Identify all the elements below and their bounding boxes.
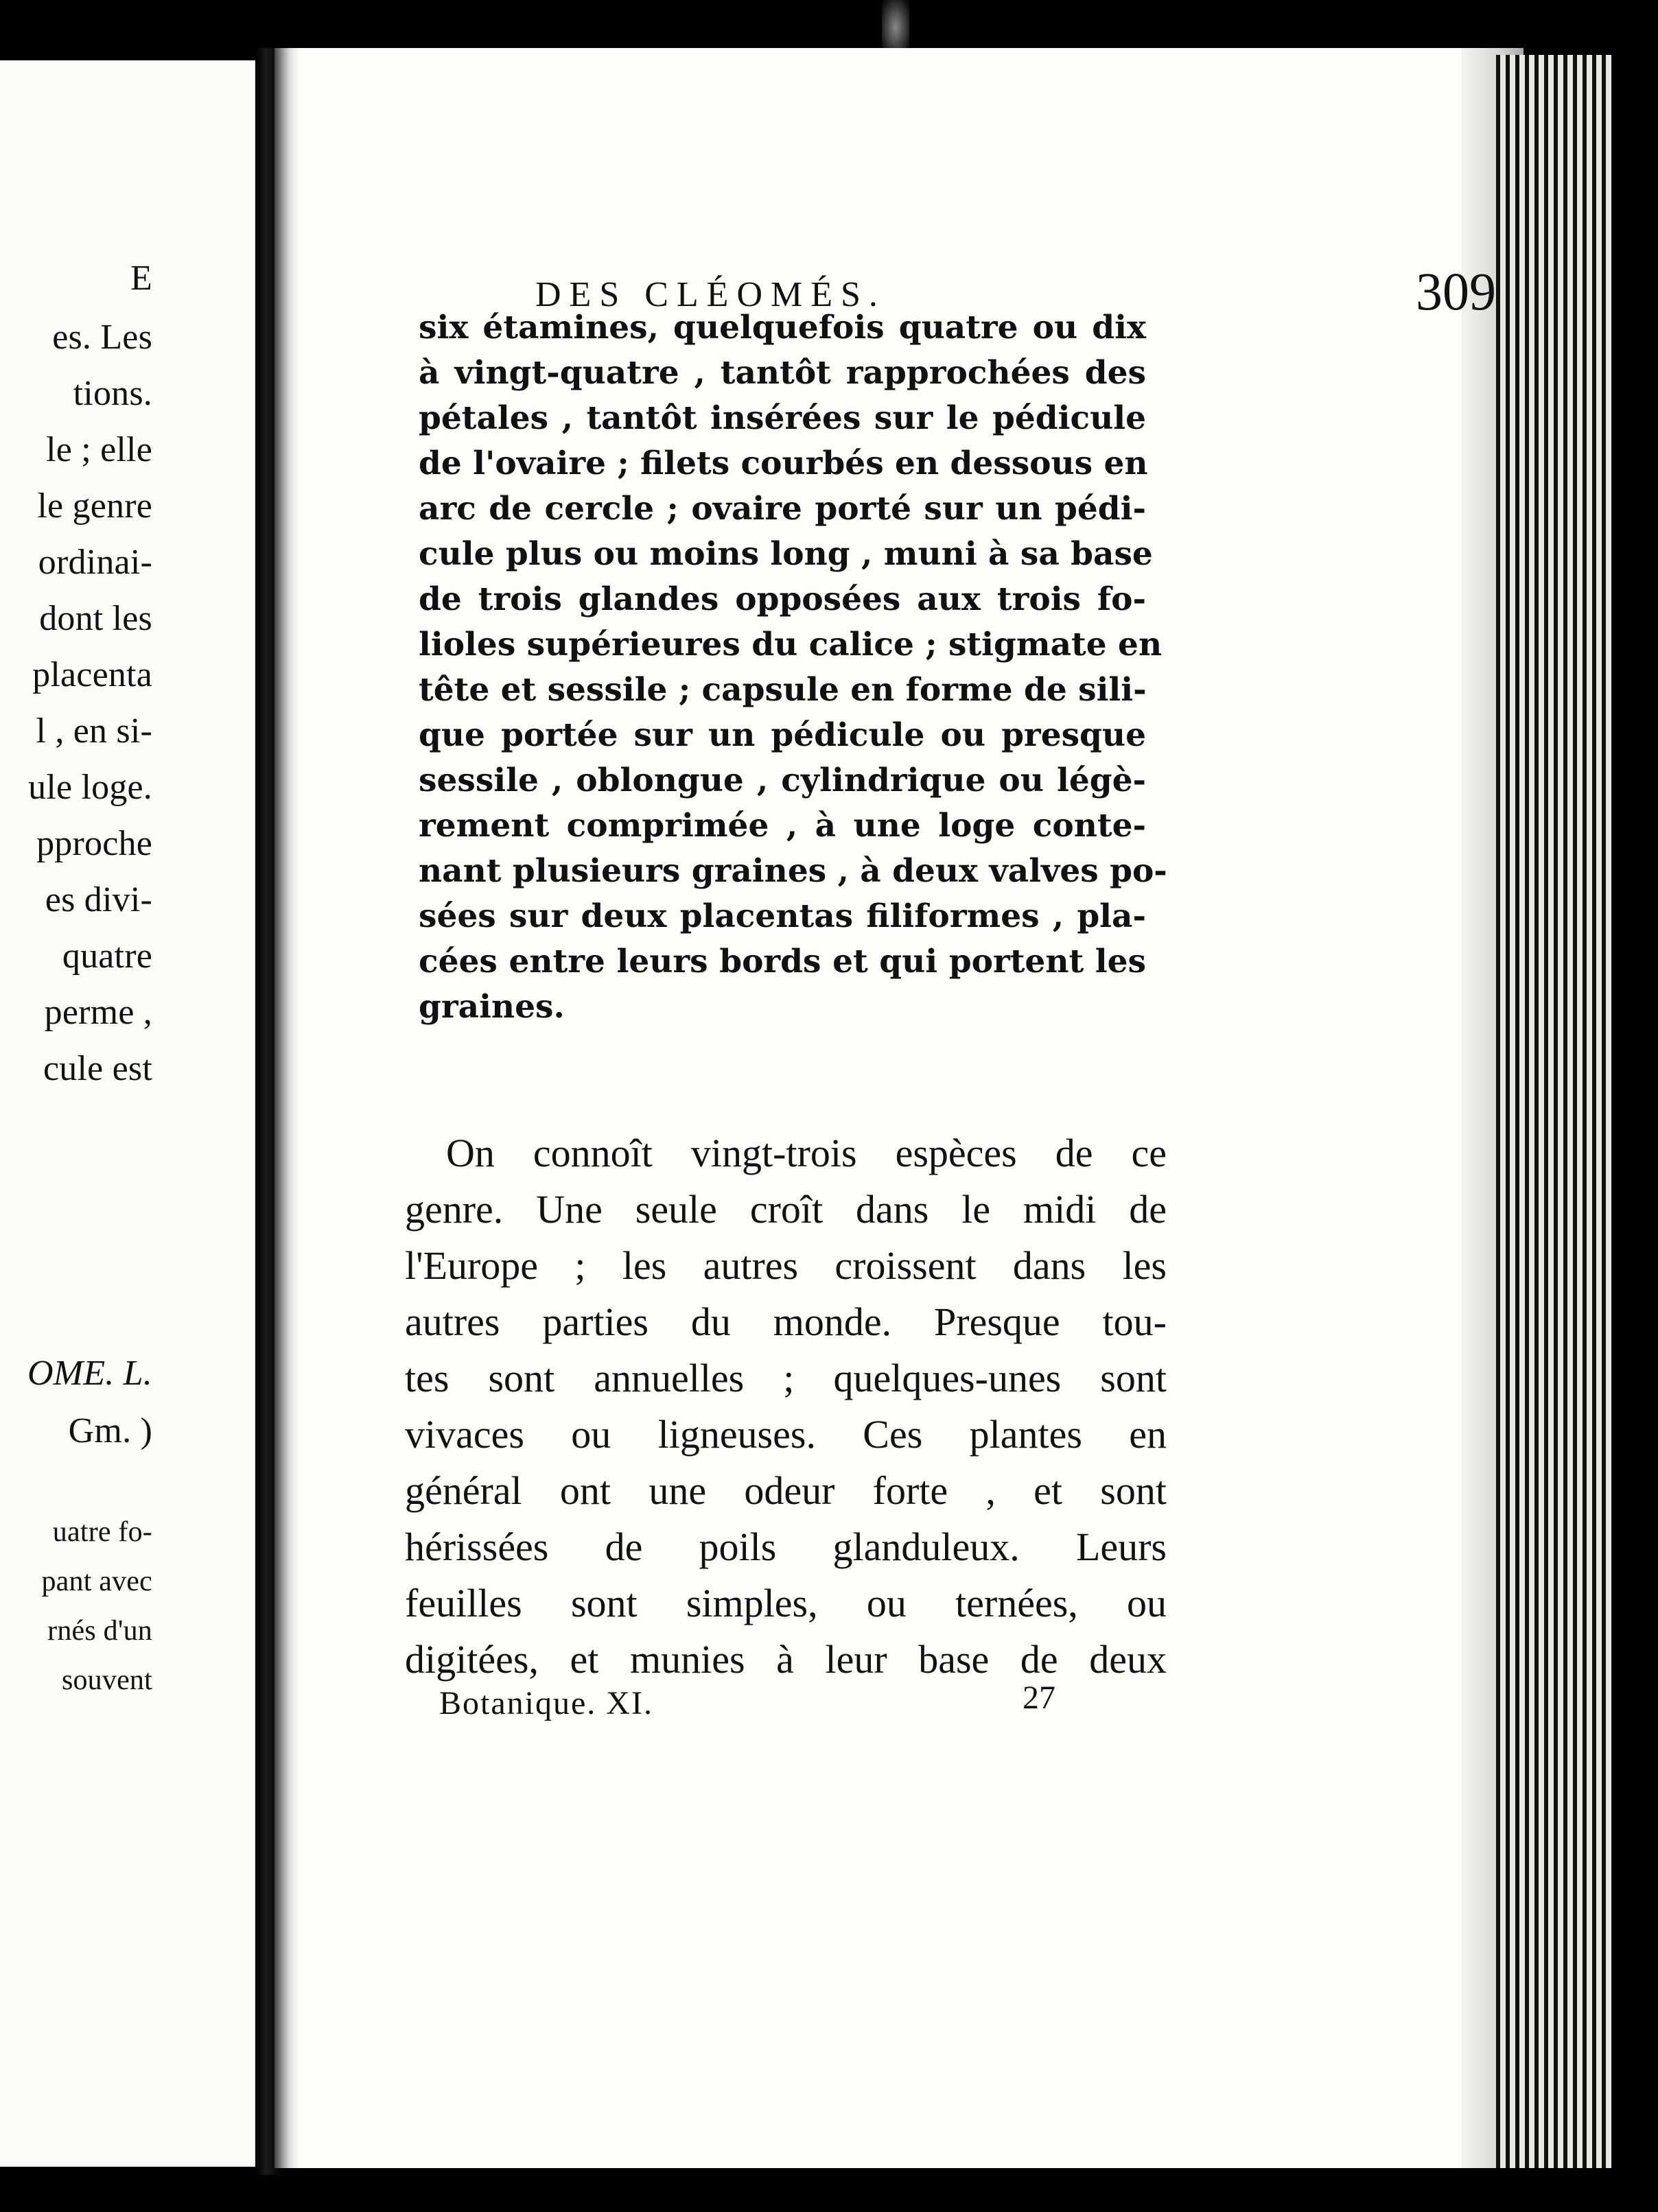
text-line: l'Europe ; les autres croissent dans les: [405, 1243, 1167, 1288]
species-paragraph: [405, 1125, 1167, 1688]
left-line: OME. L.: [27, 1354, 152, 1393]
page-stack-edge: [1496, 55, 1613, 2168]
page-footer: [439, 1680, 1057, 1732]
left-line: l , en si-: [36, 711, 152, 751]
left-line: souvent: [61, 1664, 152, 1696]
page-edge-shadow: [275, 48, 299, 2168]
text-line: pétales , tantôt insérées sur le pédicule: [419, 399, 1146, 437]
text-line: feuilles sont simples, ou ternées, ou: [405, 1581, 1167, 1625]
left-line: Gm. ): [68, 1411, 152, 1450]
right-page: [275, 48, 1523, 2168]
text-line: genre. Une seule croît dans le midi de: [405, 1187, 1167, 1232]
generic-characters-paragraph: [419, 305, 1167, 1030]
left-line: dont les: [39, 599, 152, 638]
text-line: général ont une odeur forte , et sont: [405, 1468, 1167, 1513]
page-number: 309: [1416, 261, 1496, 321]
text-line: de trois glandes opposées aux trois fo-: [419, 580, 1146, 618]
left-line: pproche: [36, 824, 152, 863]
text-line: cées entre leurs bords et qui portent les: [419, 943, 1146, 980]
left-line: es. Les: [52, 318, 152, 357]
left-line: cule est: [43, 1049, 152, 1088]
left-line: tions.: [73, 374, 152, 413]
text-line: cule plus ou moins long , muni à sa base: [419, 535, 1153, 573]
text-line: que portée sur un pédicule ou presque: [419, 716, 1146, 754]
text-line: nant plusieurs graines , à deux valves po-: [419, 852, 1167, 890]
left-line: pant avec: [41, 1566, 152, 1597]
left-line: uatre fo-: [52, 1516, 152, 1548]
text-line: hérissées de poils glanduleux. Leurs: [405, 1525, 1167, 1569]
binding-notch: [882, 0, 909, 55]
text-line: digitées, et munies à leur base de deux: [405, 1637, 1167, 1682]
signature-number: 27: [1023, 1680, 1055, 1716]
text-line: tes sont annuelles ; quelques-unes sont: [405, 1356, 1167, 1400]
text-line: vivaces ou ligneuses. Ces plantes en: [405, 1412, 1167, 1457]
left-page: [0, 60, 255, 2167]
text-line: lioles supérieures du calice ; stigmate en: [419, 626, 1163, 663]
left-line: es divi-: [45, 880, 152, 919]
left-line: E: [130, 259, 152, 298]
text-line: tête et sessile ; capsule en forme de sili-: [419, 671, 1147, 709]
text-line: de l'ovaire ; filets courbés en dessous en: [419, 445, 1148, 482]
text-line: rement comprimée , à une loge conte-: [419, 807, 1146, 845]
text-line: autres parties du monde. Presque tou-: [405, 1299, 1167, 1344]
left-line: perme ,: [44, 993, 152, 1032]
left-line: ule loge.: [28, 768, 152, 807]
left-line: ordinai-: [38, 543, 152, 582]
text-line: à vingt-quatre , tantôt rapprochées des: [419, 354, 1146, 392]
text-line: arc de cercle ; ovaire porté sur un pédi-: [419, 490, 1146, 528]
left-line: rnés d'un: [47, 1615, 152, 1647]
text-line: graines.: [419, 988, 565, 1026]
running-head: DES CLÉOMÉS.: [535, 275, 886, 314]
text-line: sessile , oblongue , cylindrique ou légè-: [419, 762, 1146, 799]
left-line: placenta: [32, 655, 152, 694]
left-line: le genre: [37, 486, 152, 526]
signature-mark: Botanique. XI.: [439, 1685, 653, 1721]
text-line: On connoît vingt-trois espèces de ce: [446, 1131, 1167, 1175]
left-line: quatre: [62, 937, 152, 976]
text-line: six étamines, quelquefois quatre ou dix: [419, 309, 1146, 346]
text-line: sées sur deux placentas filiformes , pla-: [419, 897, 1146, 935]
left-line: le ; elle: [46, 430, 152, 469]
